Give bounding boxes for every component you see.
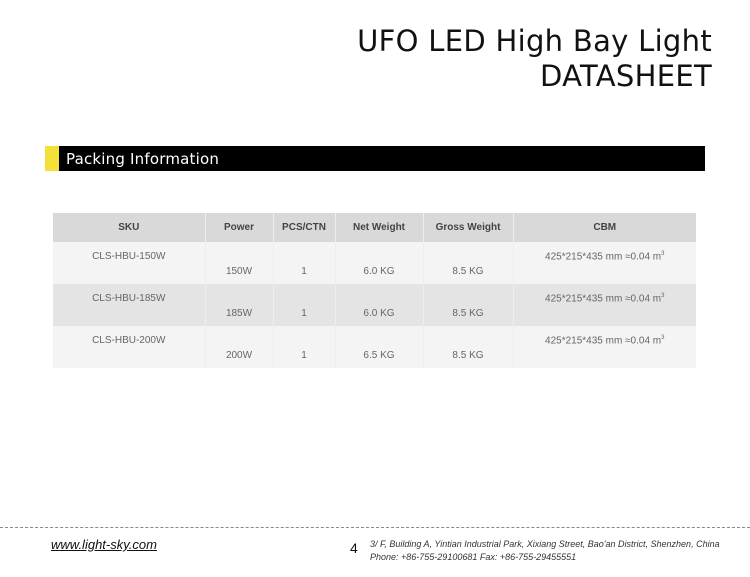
cell-gross-weight: 8.5 KG [423, 326, 513, 368]
cell-net-weight: 6.5 KG [335, 326, 423, 368]
column-header-sku: SKU [53, 213, 205, 242]
document-title: UFO LED High Bay Light [357, 24, 712, 58]
website-link[interactable]: www.light-sky.com [51, 537, 157, 552]
cell-sku: CLS-HBU-150W [53, 242, 205, 284]
column-header-gross-weight: Gross Weight [423, 213, 513, 242]
table-header-row [53, 213, 696, 242]
cell-sku: CLS-HBU-185W [53, 284, 205, 326]
cbm-unit-superscript: 3 [661, 251, 665, 257]
column-header-pcs-ctn: PCS/CTN [273, 213, 335, 242]
cell-cbm [513, 284, 696, 326]
cell-net-weight: 6.0 KG [335, 284, 423, 326]
cell-gross-weight: 8.5 KG [423, 242, 513, 284]
company-address [370, 538, 720, 564]
page-number: 4 [350, 540, 358, 556]
cell-net-weight: 6.0 KG [335, 242, 423, 284]
cell-pcs-ctn: 1 [273, 326, 335, 368]
cbm-unit-superscript: 3 [661, 293, 665, 299]
column-header-cbm: CBM [513, 213, 696, 242]
cell-pcs-ctn: 1 [273, 242, 335, 284]
cell-gross-weight: 8.5 KG [423, 284, 513, 326]
column-header-power: Power [205, 213, 273, 242]
cell-power: 185W [205, 284, 273, 326]
section-accent-marker [45, 146, 59, 171]
footer-divider [0, 527, 750, 528]
document-subtitle: DATASHEET [540, 59, 712, 93]
column-header-net-weight: Net Weight [335, 213, 423, 242]
cell-cbm [513, 242, 696, 284]
table-row [53, 284, 696, 326]
cbm-value: 425*215*435 mm ≈0.04 m [545, 335, 662, 347]
cell-power: 200W [205, 326, 273, 368]
cell-cbm [513, 326, 696, 368]
cell-sku: CLS-HBU-200W [53, 326, 205, 368]
table-row [53, 242, 696, 284]
cbm-value: 425*215*435 mm ≈0.04 m [545, 293, 662, 305]
contact-line: Phone: +86-755-29100681 Fax: +86-755-29455551 [370, 552, 577, 562]
address-line: 3/ F, Building A, Yintian Industrial Park, Xixiang Street, Bao'an District, Shenzhen, China [370, 539, 720, 549]
section-header-bar [45, 146, 705, 171]
cell-power: 150W [205, 242, 273, 284]
cbm-value: 425*215*435 mm ≈0.04 m [545, 251, 662, 263]
cell-pcs-ctn: 1 [273, 284, 335, 326]
cbm-unit-superscript: 3 [661, 335, 665, 341]
table-row [53, 326, 696, 368]
section-title: Packing Information [66, 149, 220, 168]
packing-table [53, 213, 696, 368]
